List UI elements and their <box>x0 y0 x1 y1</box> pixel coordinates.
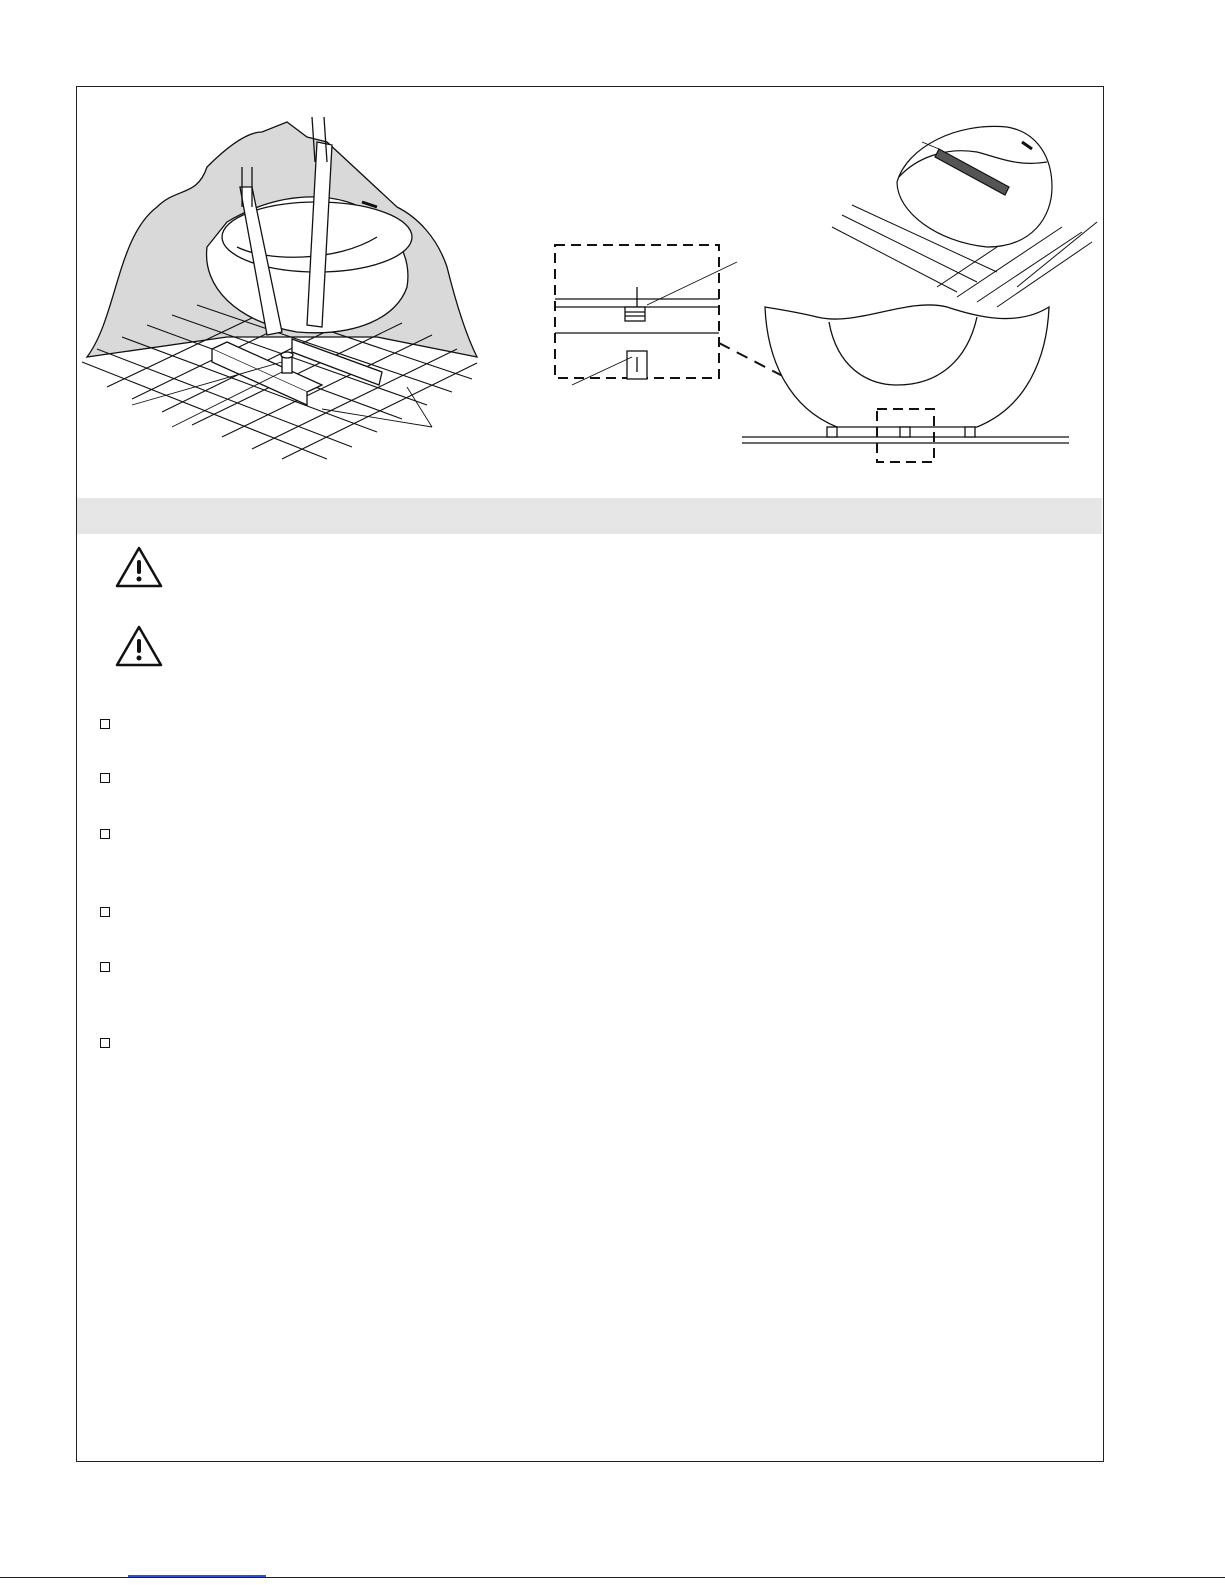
installation-illustrations <box>77 87 1105 495</box>
page-frame <box>76 86 1104 1462</box>
step-checkbox[interactable] <box>100 907 110 917</box>
warning-triangle-icon <box>113 544 165 590</box>
step-checkbox[interactable] <box>100 1038 110 1048</box>
footer-rule <box>0 1577 1225 1578</box>
step-checkbox[interactable] <box>100 962 110 972</box>
step-checkbox[interactable] <box>100 719 110 729</box>
tub-lowering-illustration <box>82 117 477 459</box>
tub-side-view <box>742 305 1069 462</box>
step-checkbox[interactable] <box>100 829 110 839</box>
tub-leveling-illustration <box>832 126 1097 307</box>
step-checkbox[interactable] <box>100 773 110 783</box>
section-heading-band <box>77 498 1102 534</box>
warning-triangle-icon <box>113 623 165 669</box>
footer-link-underline[interactable] <box>128 1575 266 1577</box>
